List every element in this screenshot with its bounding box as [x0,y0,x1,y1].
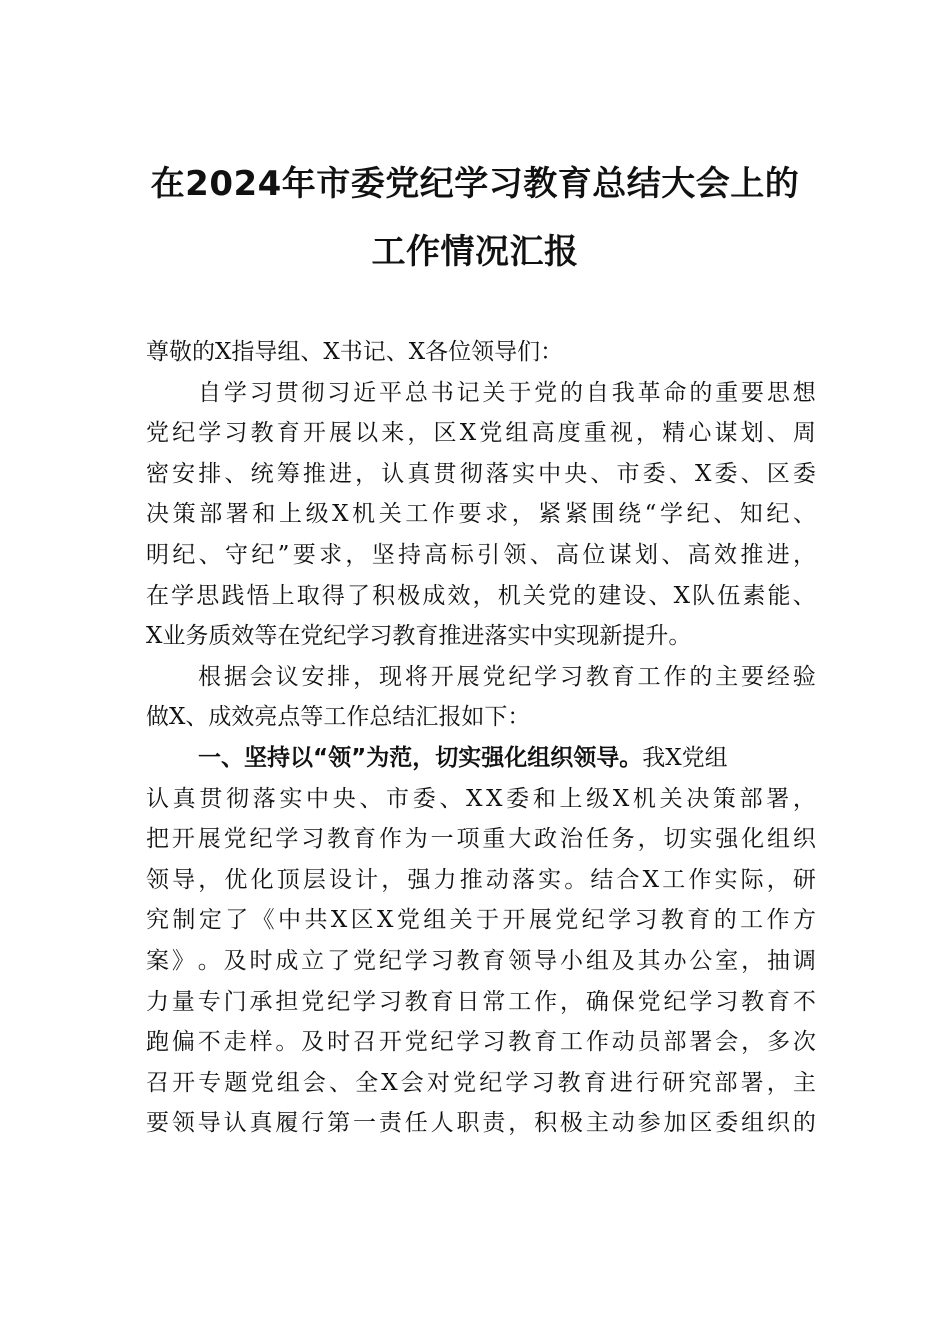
section-1-heading: 一、坚持以“领”为范，切实强化组织领导。 [198,744,643,771]
paragraph-line: 案 》 。 及 时 成 立 了 党 纪 学 习 教 育 领 导 小 组 及 其 办 公 室 ， 抽 调 [146,947,816,974]
paragraph-line: 要 领 导 认 真 履 行 第 一 责 任 人 职 责 ， 积 极 主 动 参 加 区 委 组 织 的 [146,1110,816,1137]
paragraph-line: 跑 偏 不 走 样 。 及 时 召 开 党 纪 学 习 教 育 工 作 动 员 部 署 会 ， 多 次 [146,1029,816,1056]
paragraph-line: 召 开 专 题 党 组 会 、 全 X 会 对 党 纪 学 习 教 育 进 行 研 究 部 署 ， 主 [146,1069,816,1096]
paragraph-2 [146,657,816,738]
document-title-line-1: 在2024年市委党纪学习教育总结大会上的 [150,164,800,204]
salutation: 尊敬的X指导组、X书记、X各位领导们： [146,339,564,365]
document-title-line-2: 工作情况汇报 [371,232,579,272]
paragraph-line: 认 真 贯 彻 落 实 中 央 、 市 委 、 X X 委 和 上 级 X 机 关 决 策 部 署 ， [146,785,816,812]
section-1-first-line [146,738,816,779]
paragraph-line: 做X、成效亮点等工作总结汇报如下： [146,704,531,731]
paragraph-line: 明 纪 、 守 纪 ” 要 求 ， 坚 持 高 标 引 领 、 高 位 谋 划 、 高 效 推 进 ， [146,541,816,568]
paragraph-line: 力 量 专 门 承 担 党 纪 学 习 教 育 日 常 工 作 ， 确 保 党 纪 学 习 教 育 不 [146,988,816,1015]
paragraph-line: 根 据 会 议 安 排 ， 现 将 开 展 党 纪 学 习 教 育 工 作 的 主 要 经 验 [198,663,816,690]
paragraph-line: 在 学 思 践 悟 上 取 得 了 积 极 成 效 ， 机 关 党 的 建 设 、 X 队 伍 素 能 、 [146,582,816,609]
document-body [146,332,816,1144]
paragraph-line: 自 学 习 贯 彻 习 近 平 总 书 记 关 于 党 的 自 我 革 命 的 重 要 思 想 [198,379,816,406]
paragraph-line: 领 导 ， 优 化 顶 层 设 计 ， 强 力 推 动 落 实 。 结 合 X 工 作 实 际 ， 研 [146,866,816,893]
section-1-first-line-rest: 我X党组 [642,744,728,771]
paragraph-line: 党 纪 学 习 教 育 开 展 以 来 ， 区 X 党 组 高 度 重 视 ， 精 心 谋 划 、 周 [146,420,816,447]
paragraph-line: 密 安 排 、 统 筹 推 进 ， 认 真 贯 彻 落 实 中 央 、 市 委 、 X 委 、 区 委 [146,460,816,487]
paragraph-line: 究 制 定 了 《 中 共 X 区 X 党 组 关 于 开 展 党 纪 学 习 教 育 的 工 作 方 [146,907,816,934]
section-1 [146,738,816,1144]
paragraph-line: 把 开 展 党 纪 学 习 教 育 作 为 一 项 重 大 政 治 任 务 ， 切 实 强 化 组 织 [146,826,816,853]
paragraph-line: X业务质效等在党纪学习教育推进落实中实现新提升。 [146,623,692,650]
paragraph-1 [146,373,816,657]
paragraph-line: 决 策 部 署 和 上 级 X 机 关 工 作 要 求 ， 紧 紧 围 绕 “ 学 纪 、 知 纪 、 [146,501,816,528]
